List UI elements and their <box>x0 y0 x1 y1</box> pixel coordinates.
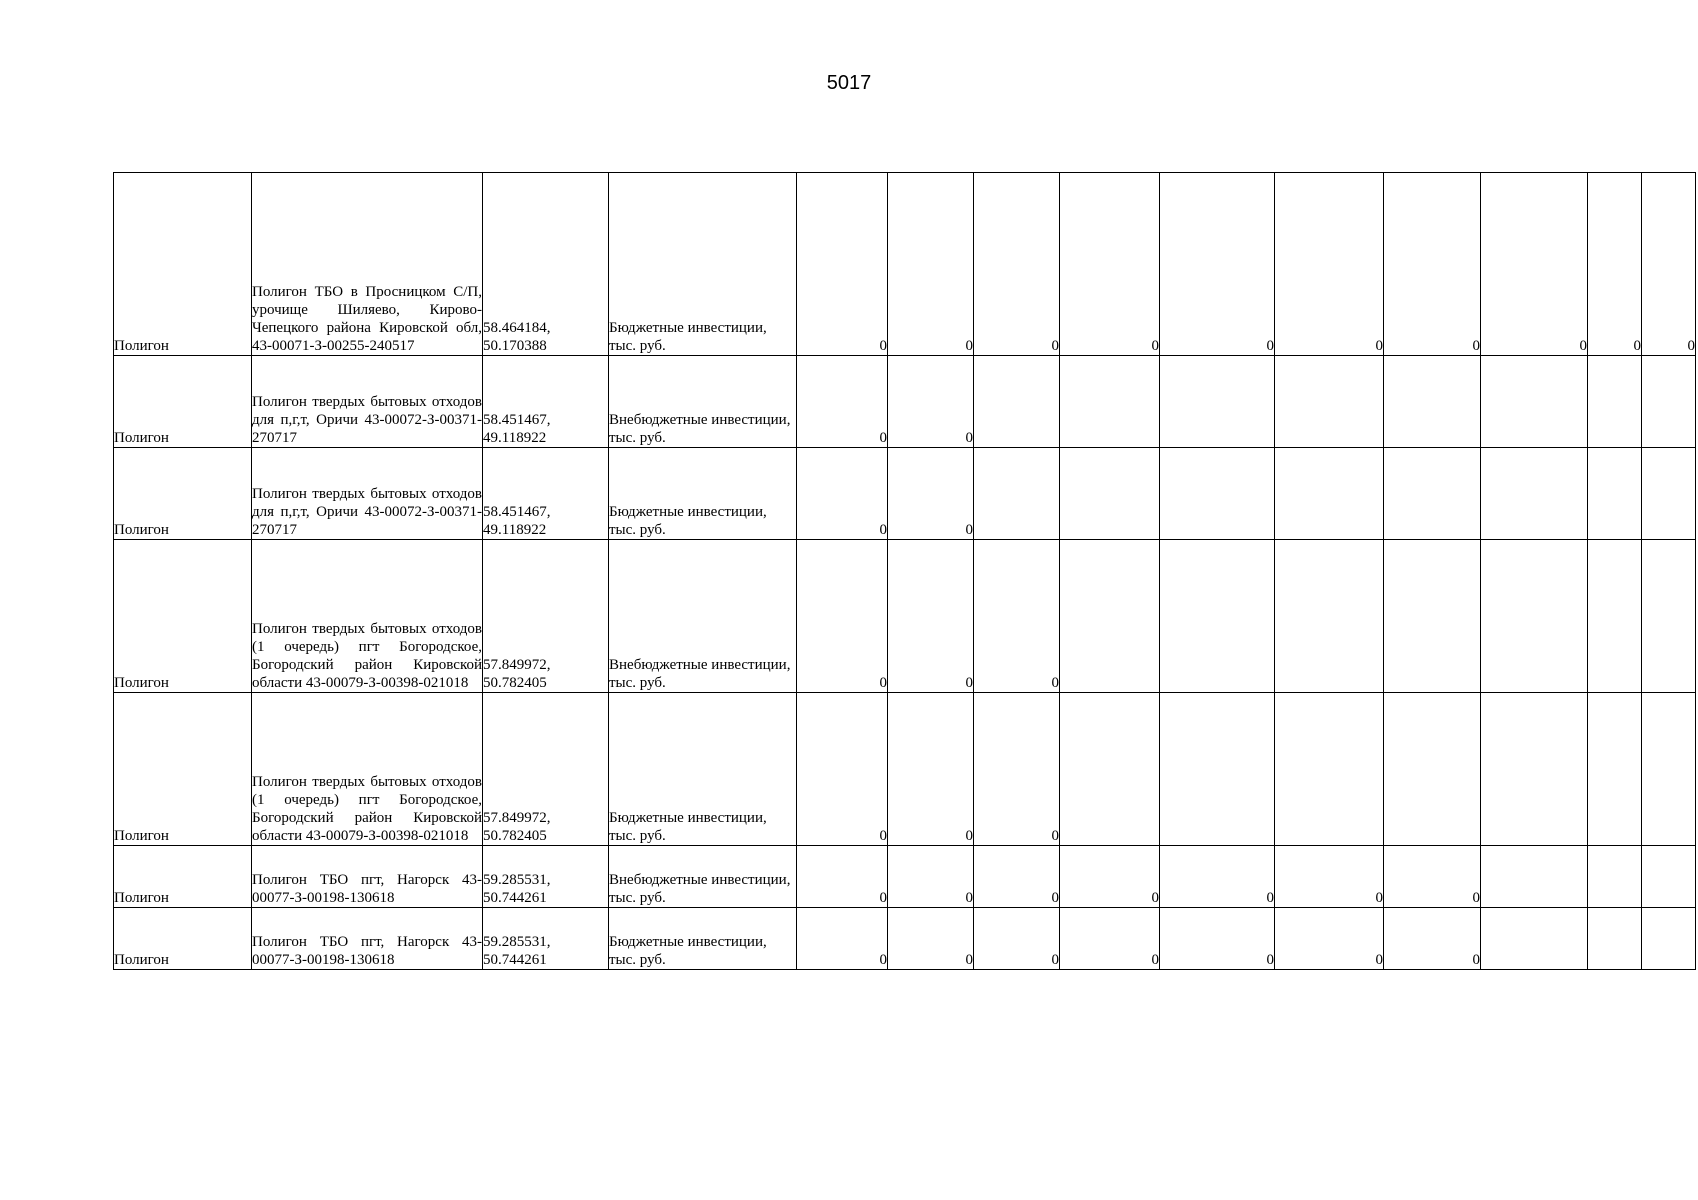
value-cell <box>1588 448 1642 540</box>
value-cell <box>1642 448 1696 540</box>
object-type-cell: Полигон <box>114 173 252 356</box>
value-cell: 0 <box>1060 846 1160 908</box>
value-cell: 0 <box>797 356 888 448</box>
coordinates-cell: 58.451467, 49.118922 <box>483 448 609 540</box>
table-row <box>114 846 1696 908</box>
coordinates-cell: 59.285531, 50.744261 <box>483 908 609 970</box>
coordinates-cell: 57.849972, 50.782405 <box>483 540 609 693</box>
value-cell: 0 <box>974 173 1060 356</box>
value-cell: 0 <box>797 540 888 693</box>
table-row <box>114 693 1696 846</box>
value-cell: 0 <box>797 173 888 356</box>
value-cell <box>974 448 1060 540</box>
value-cell <box>1160 693 1275 846</box>
table-row <box>114 540 1696 693</box>
value-cell <box>1642 540 1696 693</box>
object-type-cell: Полигон <box>114 846 252 908</box>
value-cell <box>1642 356 1696 448</box>
value-cell <box>1275 693 1384 846</box>
object-type-cell: Полигон <box>114 356 252 448</box>
value-cell <box>1481 448 1588 540</box>
value-cell: 0 <box>1275 908 1384 970</box>
investment-table <box>113 172 1696 970</box>
value-cell: 0 <box>1642 173 1696 356</box>
value-cell: 0 <box>1384 908 1481 970</box>
value-cell: 0 <box>1275 173 1384 356</box>
value-cell: 0 <box>888 540 974 693</box>
value-cell: 0 <box>888 908 974 970</box>
funding-source-cell: Бюджетные инвестиции, тыс. руб. <box>609 448 797 540</box>
value-cell: 0 <box>888 693 974 846</box>
object-name-cell: Полигон твердых бытовых отходов для п,г,т, Оричи 43-00072-З-00371-270717 <box>252 356 483 448</box>
value-cell <box>1481 846 1588 908</box>
value-cell <box>1481 908 1588 970</box>
funding-source-cell: Внебюджетные инвестиции, тыс. руб. <box>609 356 797 448</box>
value-cell: 0 <box>1060 908 1160 970</box>
value-cell <box>1160 448 1275 540</box>
value-cell: 0 <box>888 356 974 448</box>
table-row <box>114 173 1696 356</box>
value-cell <box>1160 540 1275 693</box>
value-cell: 0 <box>1160 908 1275 970</box>
table-row <box>114 448 1696 540</box>
object-type-cell: Полигон <box>114 693 252 846</box>
value-cell: 0 <box>1481 173 1588 356</box>
funding-source-cell: Бюджетные инвестиции, тыс. руб. <box>609 173 797 356</box>
coordinates-cell: 59.285531, 50.744261 <box>483 846 609 908</box>
value-cell: 0 <box>797 908 888 970</box>
value-cell: 0 <box>974 693 1060 846</box>
value-cell <box>1060 693 1160 846</box>
value-cell <box>1160 356 1275 448</box>
object-name-cell: Полигон твердых бытовых отходов (1 очередь) пгт Богородское, Богородский район Кировской области 43-00079-З-00398-021018 <box>252 540 483 693</box>
object-type-cell: Полигон <box>114 448 252 540</box>
value-cell: 0 <box>1060 173 1160 356</box>
value-cell: 0 <box>888 173 974 356</box>
value-cell: 0 <box>1588 173 1642 356</box>
value-cell <box>1481 693 1588 846</box>
value-cell <box>1384 448 1481 540</box>
value-cell: 0 <box>974 846 1060 908</box>
value-cell <box>1275 448 1384 540</box>
value-cell: 0 <box>1275 846 1384 908</box>
value-cell <box>1642 908 1696 970</box>
value-cell <box>1384 540 1481 693</box>
value-cell <box>1588 356 1642 448</box>
value-cell: 0 <box>1160 173 1275 356</box>
coordinates-cell: 58.451467, 49.118922 <box>483 356 609 448</box>
value-cell <box>1642 846 1696 908</box>
value-cell <box>1588 846 1642 908</box>
value-cell: 0 <box>1160 846 1275 908</box>
value-cell <box>1060 540 1160 693</box>
value-cell <box>1060 448 1160 540</box>
value-cell: 0 <box>974 540 1060 693</box>
value-cell <box>1588 908 1642 970</box>
object-name-cell: Полигон твердых бытовых отходов для п,г,т, Оричи 43-00072-З-00371-270717 <box>252 448 483 540</box>
value-cell <box>1588 693 1642 846</box>
value-cell: 0 <box>1384 173 1481 356</box>
value-cell <box>1481 356 1588 448</box>
object-type-cell: Полигон <box>114 540 252 693</box>
value-cell: 0 <box>797 846 888 908</box>
value-cell: 0 <box>888 846 974 908</box>
value-cell <box>974 356 1060 448</box>
funding-source-cell: Внебюджетные инвестиции, тыс. руб. <box>609 540 797 693</box>
value-cell <box>1588 540 1642 693</box>
page-number: 5017 <box>826 72 872 94</box>
table-row <box>114 908 1696 970</box>
value-cell <box>1642 693 1696 846</box>
coordinates-cell: 57.849972, 50.782405 <box>483 693 609 846</box>
funding-source-cell: Бюджетные инвестиции, тыс. руб. <box>609 908 797 970</box>
value-cell: 0 <box>797 448 888 540</box>
value-cell: 0 <box>1384 846 1481 908</box>
object-name-cell: Полигон ТБО пгт, Нагорск 43-00077-З-00198-130618 <box>252 908 483 970</box>
coordinates-cell: 58.464184, 50.170388 <box>483 173 609 356</box>
value-cell <box>1275 356 1384 448</box>
object-name-cell: Полигон ТБО пгт, Нагорск 43-00077-З-00198-130618 <box>252 846 483 908</box>
value-cell <box>1060 356 1160 448</box>
value-cell <box>1481 540 1588 693</box>
object-type-cell: Полигон <box>114 908 252 970</box>
value-cell: 0 <box>797 693 888 846</box>
table-row <box>114 356 1696 448</box>
funding-source-cell: Внебюджетные инвестиции, тыс. руб. <box>609 846 797 908</box>
value-cell <box>1384 356 1481 448</box>
value-cell: 0 <box>888 448 974 540</box>
funding-source-cell: Бюджетные инвестиции, тыс. руб. <box>609 693 797 846</box>
value-cell <box>1275 540 1384 693</box>
value-cell: 0 <box>974 908 1060 970</box>
value-cell <box>1384 693 1481 846</box>
object-name-cell: Полигон ТБО в Просницком С/П, урочище Шиляево, Кирово-Чепецкого района Кировской обл, 43-00071-З-00255-240517 <box>252 173 483 356</box>
object-name-cell: Полигон твердых бытовых отходов (1 очередь) пгт Богородское, Богородский район Кировской области 43-00079-З-00398-021018 <box>252 693 483 846</box>
